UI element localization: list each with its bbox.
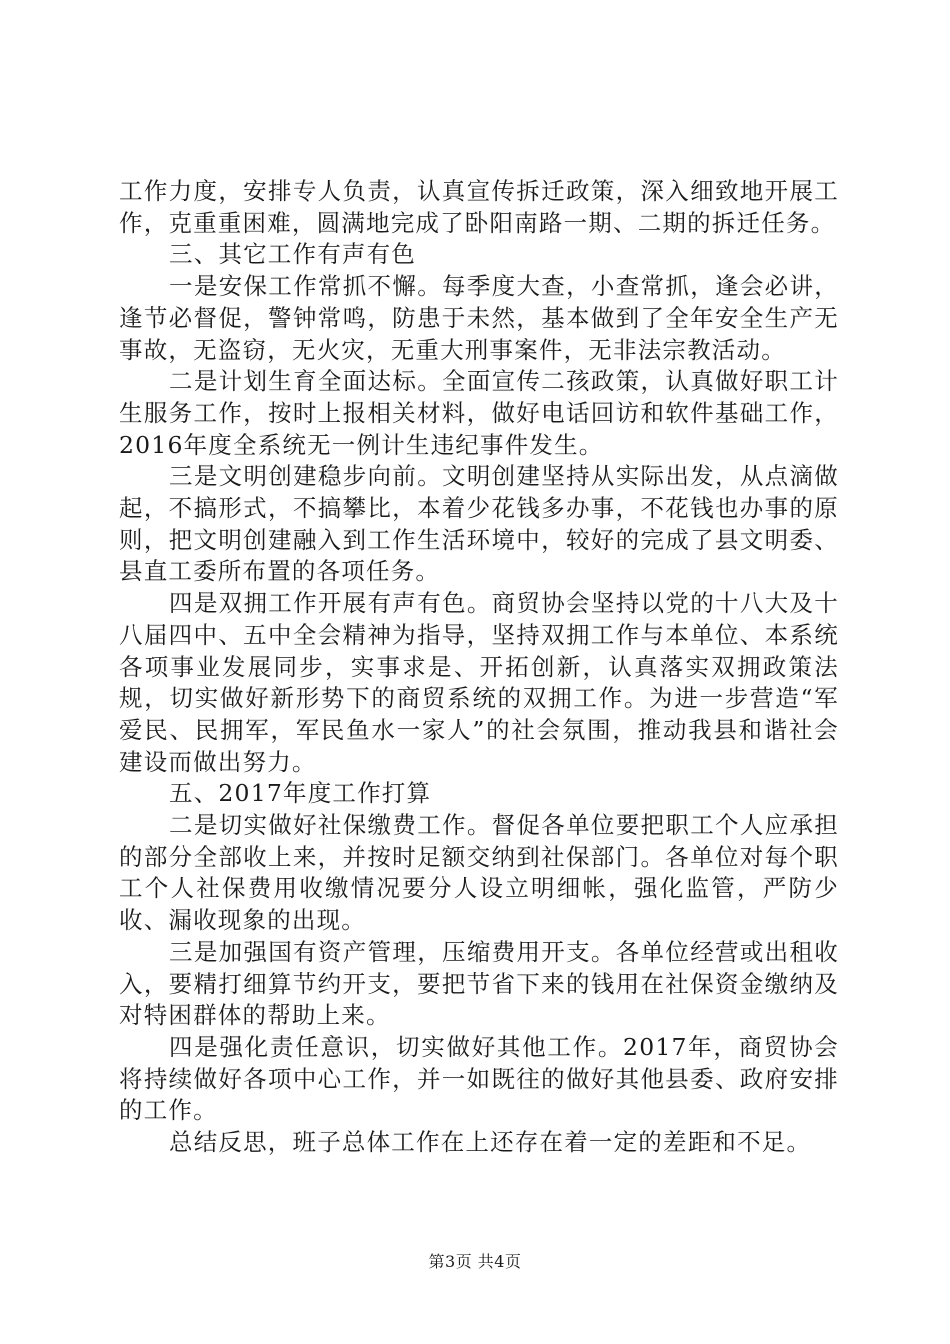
paragraph: 四是强化责任意识，切实做好其他工作。2017年，商贸协会将持续做好各项中心工作，并一如既往的做好其他县委、政府安排的工作。 — [119, 1032, 839, 1125]
paragraph: 二是切实做好社保缴费工作。督促各单位要把职工个人应承担的部分全部收上来，并按时足额交纳到社保部门。各单位对每个职工个人社保费用收缴情况要分人设立明细帐，强化监管，严防少收、漏收现象的出现。 — [119, 811, 839, 935]
page-number-footer: 第3页 共4页 — [428, 1252, 522, 1271]
paragraph: 四是双拥工作开展有声有色。商贸协会坚持以党的十八大及十八届四中、五中全会精神为指导，坚持双拥工作与本单位、本系统各项事业发展同步，实事求是、开拓创新，认真落实双拥政策法规，切实做好新形势下的商贸系统的双拥工作。为进一步营造“军爱民、民拥军，军民鱼水一家人”的社会氛围，推动我县和谐社会建设而做出努力。 — [119, 589, 839, 776]
paragraph: 二是计划生育全面达标。全面宣传二孩政策，认真做好职工计生服务工作，按时上报相关材料，做好电话回访和软件基础工作，2016年度全系统无一例计生违纪事件发生。 — [119, 367, 839, 459]
paragraph: 工作力度，安排专人负责，认真宣传拆迁政策，深入细致地开展工作，克重重困难，圆满地完成了卧阳南路一期、二期的拆迁任务。 — [119, 177, 839, 237]
paragraph: 三是文明创建稳步向前。文明创建坚持从实际出发，从点滴做起，不搞形式，不搞攀比，本着少花钱多办事，不花钱也办事的原则，把文明创建融入到工作生活环境中，较好的完成了县文明委、县直工委所布置的各项任务。 — [119, 462, 839, 586]
paragraph: 三是加强国有资产管理，压缩费用开支。各单位经营或出租收入，要精打细算节约开支，要把节省下来的钱用在社保资金缴纳及对特困群体的帮助上来。 — [119, 937, 839, 1030]
document-body — [119, 176, 839, 1159]
paragraph: 一是安保工作常抓不懈。每季度大查，小查常抓，逢会必讲，逢节必督促，警钟常鸣，防患于未然，基本做到了全年安全生产无事故，无盗窃，无火灾，无重大刑事案件，无非法宗教活动。 — [119, 272, 839, 364]
section-heading: 五、2017年度工作打算 — [169, 779, 432, 808]
paragraph: 总结反思，班子总体工作在上还存在着一定的差距和不足。 — [169, 1128, 812, 1157]
section-heading: 三、其它工作有声有色 — [169, 240, 416, 269]
